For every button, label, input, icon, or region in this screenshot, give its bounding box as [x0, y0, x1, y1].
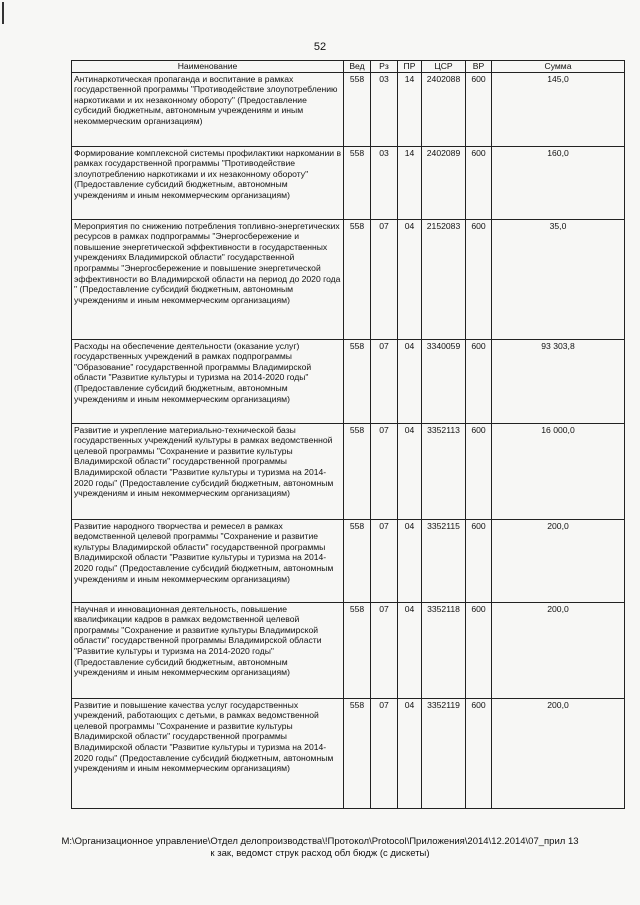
cell-csr: 2152083: [422, 219, 466, 339]
cell-vr: 600: [466, 698, 492, 808]
cell-rz: 07: [371, 219, 398, 339]
cell-sum: 145,0: [492, 72, 625, 146]
cell-pr: 04: [398, 519, 422, 602]
cell-rz: 03: [371, 72, 398, 146]
cell-vr: 600: [466, 602, 492, 698]
cell-pr: 14: [398, 146, 422, 219]
cell-name: Развитие и укрепление материально-технической базы государственных учреждений культуры в рамках ведомственной целевой программы "Сохранение и развитие культуры Владимирской области" государственной программы Владимирской области "Развитие культуры и туризма на 2014-2020 годы" (Предоставление субсидий бюджетным, автономным учреждениям и иным некоммерческим организациям): [72, 423, 344, 519]
cell-rz: 07: [371, 423, 398, 519]
cell-vr: 600: [466, 423, 492, 519]
cell-vr: 600: [466, 72, 492, 146]
table-row: [72, 146, 625, 219]
header-ved: Вед: [344, 61, 371, 73]
cell-csr: 3352119: [422, 698, 466, 808]
cell-sum: 200,0: [492, 698, 625, 808]
cell-csr: 2402088: [422, 72, 466, 146]
table-row: [72, 423, 625, 519]
cell-csr: 3340059: [422, 339, 466, 423]
cell-csr: 3352118: [422, 602, 466, 698]
table-row: [72, 339, 625, 423]
budget-table: [71, 60, 625, 809]
cell-ved: 558: [344, 423, 371, 519]
cell-pr: 04: [398, 339, 422, 423]
footer-description-line: к зак, ведомст струк расход обл бюдж (с дискеты): [210, 848, 430, 859]
cell-sum: 200,0: [492, 519, 625, 602]
cell-rz: 07: [371, 339, 398, 423]
cell-name: Расходы на обеспечение деятельности (оказание услуг) государственных учреждений в рамках подпрограммы "Образование" государственной программы Владимирской области "Развитие культуры и туризма на 2014-2020 годы" (Предоставление субсидий бюджетным, автономным учреждениям и иным некоммерческим организациям): [72, 339, 344, 423]
cell-csr: 3352115: [422, 519, 466, 602]
cell-sum: 200,0: [492, 602, 625, 698]
cell-name: Развитие народного творчества и ремесел в рамках ведомственной целевой программы "Сохранение и развитие культуры Владимирской области" государственной программы Владимирской области "Развитие культуры и туризма на 2014-2020 годы" (Предоставление субсидий бюджетным, автономным учреждениям и иным некоммерческим организациям): [72, 519, 344, 602]
cell-csr: 3352113: [422, 423, 466, 519]
table-header-row: [72, 61, 625, 73]
cell-rz: 07: [371, 519, 398, 602]
cell-ved: 558: [344, 519, 371, 602]
cell-sum: 35,0: [492, 219, 625, 339]
cell-pr: 04: [398, 219, 422, 339]
cell-vr: 600: [466, 146, 492, 219]
cell-name: Развитие и повышение качества услуг государственных учреждений, работающих с детьми, в рамках ведомственной целевой программы "Сохранение и развитие культуры Владимирской области" государственной программы Владимирской области "Развитие культуры и туризма на 2014-2020 годы" (Предоставление субсидий бюджетным, автономным учреждениям и иным некоммерческим организациям): [72, 698, 344, 808]
cell-pr: 14: [398, 72, 422, 146]
cell-rz: 07: [371, 602, 398, 698]
cell-vr: 600: [466, 339, 492, 423]
cell-pr: 04: [398, 698, 422, 808]
cell-vr: 600: [466, 219, 492, 339]
cell-sum: 160,0: [492, 146, 625, 219]
table-row: [72, 72, 625, 146]
cell-csr: 2402089: [422, 146, 466, 219]
table-row: [72, 698, 625, 808]
header-vr: ВР: [466, 61, 492, 73]
cell-sum: 16 000,0: [492, 423, 625, 519]
cell-ved: 558: [344, 72, 371, 146]
cell-rz: 07: [371, 698, 398, 808]
table-row: [72, 219, 625, 339]
cell-name: Научная и инновационная деятельность, повышение квалификации кадров в рамках ведомственной целевой программы "Сохранение и развитие культуры Владимирской области" государственной программы Владимирской области "Развитие культуры и туризма на 2014-2020 годы" (Предоставление субсидий бюджетным, автономным учреждениям и иным некоммерческим организациям): [72, 602, 344, 698]
header-rz: Рз: [371, 61, 398, 73]
cell-ved: 558: [344, 219, 371, 339]
page-number: 52: [313, 41, 327, 53]
cell-pr: 04: [398, 423, 422, 519]
cell-ved: 558: [344, 339, 371, 423]
cell-vr: 600: [466, 519, 492, 602]
document-footer: [0, 836, 640, 860]
cell-name: Формирование комплексной системы профилактики наркомании в рамках государственной программы "Противодействие злоупотреблению наркотиками и их незаконному обороту" (Предоставление субсидий бюджетным, автономным учреждениям и иным некоммерческим организациям): [72, 146, 344, 219]
scan-edge-mark: [2, 2, 4, 24]
header-name: Наименование: [72, 61, 344, 73]
cell-ved: 558: [344, 146, 371, 219]
table-row: [72, 602, 625, 698]
cell-pr: 04: [398, 602, 422, 698]
cell-rz: 03: [371, 146, 398, 219]
cell-name: Антинаркотическая пропаганда и воспитание в рамках государственной программы "Противодействие злоупотреблению наркотиками и их незаконному обороту" (Предоставление субсидий бюджетным, автономным учреждениям и иным некоммерческим организациям): [72, 72, 344, 146]
header-sum: Сумма: [492, 61, 625, 73]
cell-name: Мероприятия по снижению потребления топливно-энергетических ресурсов в рамках подпрограммы "Энергосбережение и повышение энергетической эффективности в государственных учреждениях Владимирской области" государственной программы "Энергосбережение и повышение энергетической эффективности во Владимирской области на период до 2020 года " (Предоставление субсидий бюджетным, автономным учреждениям и иным некоммерческим организациям): [72, 219, 344, 339]
table-row: [72, 519, 625, 602]
header-csr: ЦСР: [422, 61, 466, 73]
cell-ved: 558: [344, 698, 371, 808]
cell-sum: 93 303,8: [492, 339, 625, 423]
cell-ved: 558: [344, 602, 371, 698]
header-pr: ПР: [398, 61, 422, 73]
footer-path-line: M:\Организационное управление\Отдел делопроизводства\!Протокол\Protocol\Приложения\2014\12.2014\07_прил 13: [61, 836, 579, 847]
